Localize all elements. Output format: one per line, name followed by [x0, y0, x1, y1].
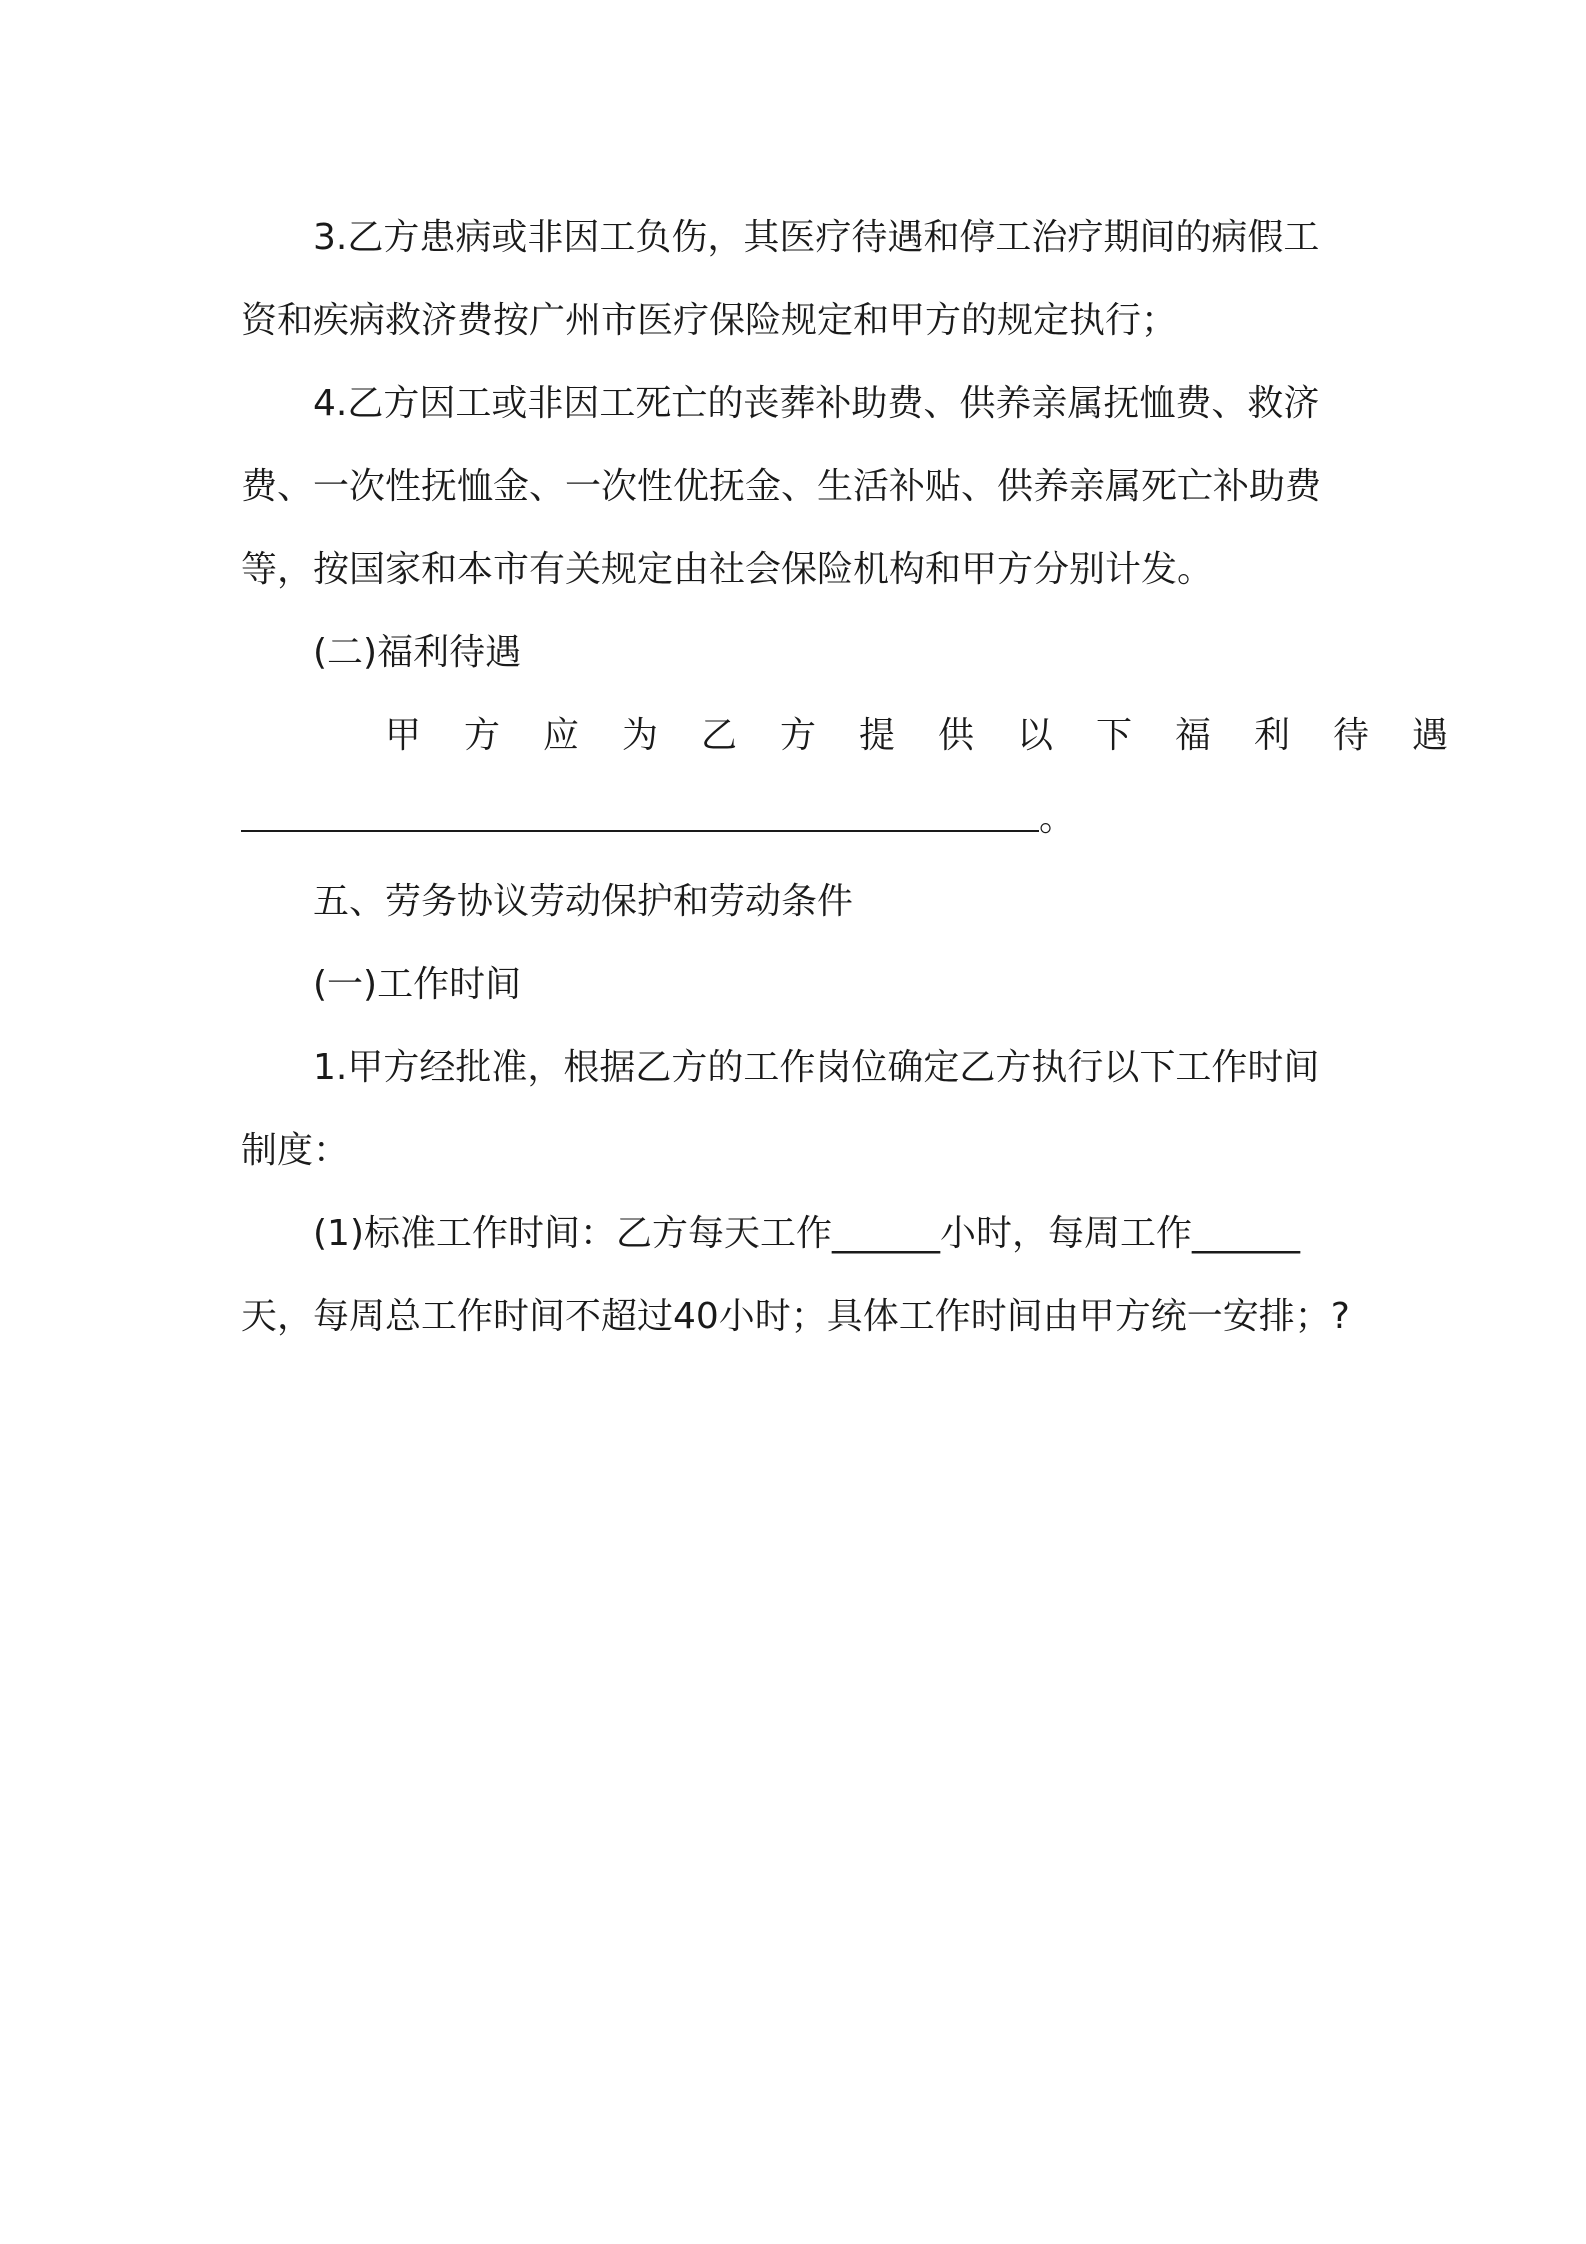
- section-heading-labor-protection: [241, 860, 1356, 943]
- text-line: 4.乙方因工或非因工死亡的丧葬补助费、供养亲属抚恤费、救济: [313, 383, 1320, 424]
- fill-in-line: [241, 777, 1356, 860]
- text-line: 甲方应为乙方提供以下福利待遇: [385, 715, 1492, 756]
- section-heading-welfare: [241, 611, 1356, 694]
- paragraph-sick-leave: [241, 196, 1356, 362]
- paragraph-welfare-provision: [241, 694, 1492, 860]
- paragraph-death-benefits: [241, 362, 1356, 611]
- text-line: 费、一次性抚恤金、一次性优抚金、生活补贴、供养亲属死亡补助费: [241, 466, 1322, 507]
- fill-in-suffix: 。: [1039, 798, 1076, 839]
- paragraph-work-time-system: [241, 1026, 1356, 1192]
- heading-line: (一)工作时间: [313, 964, 522, 1005]
- text-line: (1)标准工作时间：乙方每天工作______小时，每周工作______: [313, 1213, 1300, 1254]
- paragraph-standard-work-time: [241, 1192, 1356, 1358]
- text-line: 资和疾病救济费按广州市医疗保险规定和甲方的规定执行；: [241, 300, 1178, 341]
- heading-line: 五、劳务协议劳动保护和劳动条件: [313, 881, 854, 922]
- text-line: 等，按国家和本市有关规定由社会保险机构和甲方分别计发。: [241, 549, 1214, 590]
- document-body: [241, 196, 1492, 1358]
- text-line: 1.甲方经批准，根据乙方的工作岗位确定乙方执行以下工作时间: [313, 1047, 1320, 1088]
- text-line: 制度：: [241, 1130, 350, 1171]
- heading-line: (二)福利待遇: [313, 632, 522, 673]
- section-heading-work-time: [241, 943, 1356, 1026]
- fill-in-blank[interactable]: [241, 794, 1039, 832]
- text-line: 3.乙方患病或非因工负伤，其医疗待遇和停工治疗期间的病假工: [313, 217, 1320, 258]
- text-line: 天，每周总工作时间不超过40小时；具体工作时间由甲方统一安排；?: [241, 1296, 1350, 1337]
